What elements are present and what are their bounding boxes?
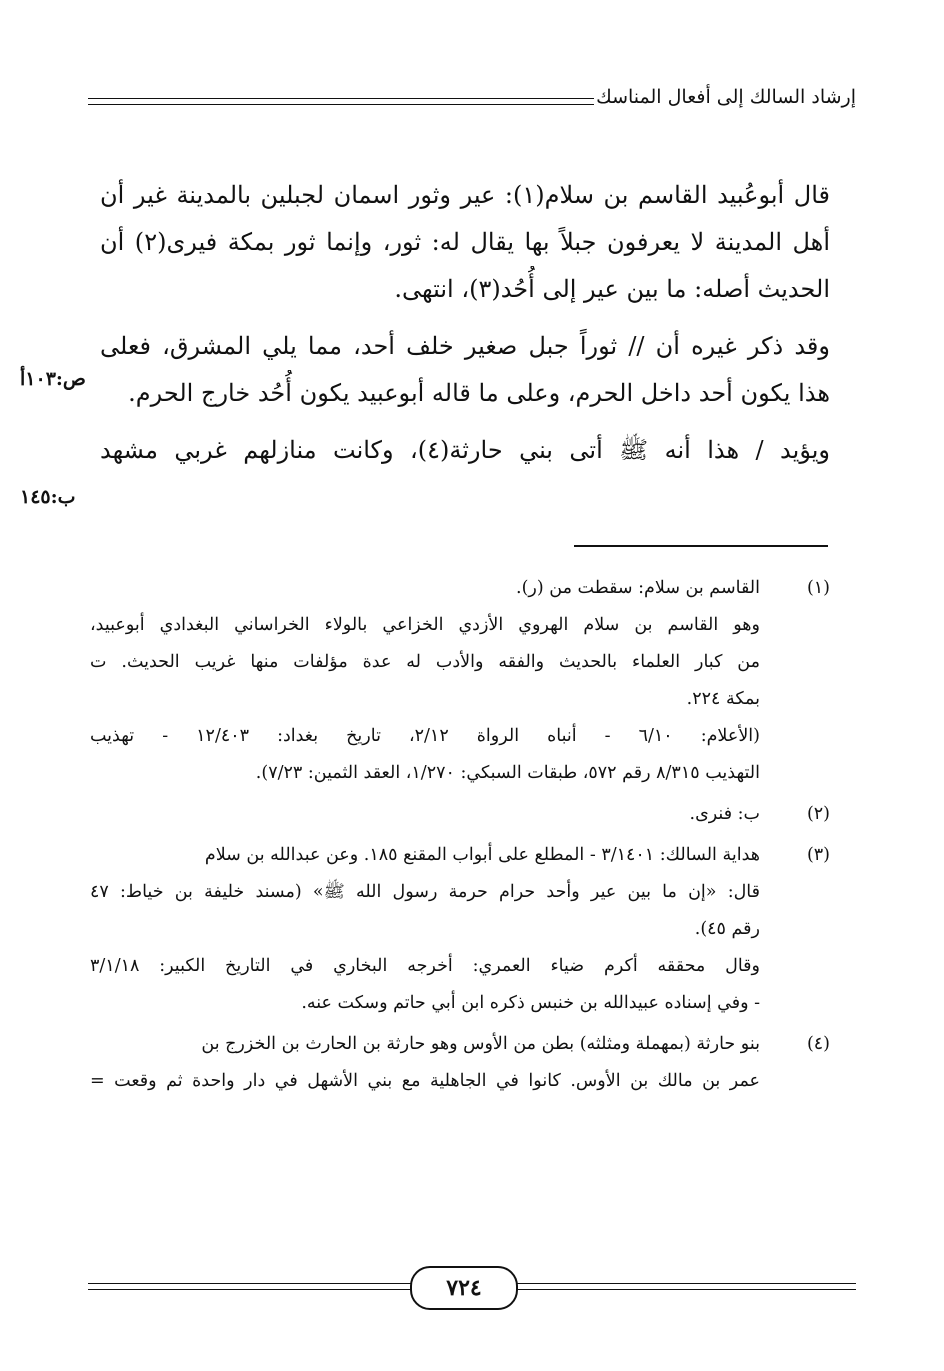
marginal-manuscript-ref: ص:١٠٣أ: [20, 368, 86, 390]
main-text: [100, 172, 830, 484]
footnote-text: وقال محققه أكرم ضياء العمري: أخرجه البخاري في التاريخ الكبير: ٣/١/١٨: [90, 956, 760, 976]
footnote-text: وهو القاسم بن سلام الهروي الأزدي الخزاعي بالولاء الخراساني البغدادي أبوعبيد،: [90, 615, 760, 635]
footnote-text: قال: «إن ما بين عير وأحد حرام حرمة رسول الله ﷺ» (مسند خليفة بن خياط: ٤٧: [90, 882, 760, 902]
paragraph: [100, 172, 830, 313]
footnote-text: (الأعلام: ٦/١٠ - أنباه الرواة ٢/١٢، تاريخ بغداد: ١٢/٤٠٣ - تهذيب: [90, 726, 760, 746]
footnote: [90, 1026, 830, 1100]
footnote-number: (٢): [806, 804, 830, 824]
footnote-text: من كبار العلماء بالحديث والفقه والأدب له عدة مؤلفات منها غريب الحديث. ت: [90, 652, 760, 672]
running-header: [88, 86, 856, 116]
footnote-separator: [574, 545, 828, 547]
header-rule: [88, 104, 594, 105]
footnote-number: (٣): [806, 845, 830, 865]
footnote-text: رقم ٤٥).: [694, 919, 760, 939]
header-rule: [88, 98, 594, 99]
footnote-text: التهذيب ٨/٣١٥ رقم ٥٧٢، طبقات السبكي: ١/٢٧٠، العقد الثمين: ٧/٢٣).: [255, 763, 760, 783]
footnote: [90, 837, 830, 1022]
text-line: قال أبوعُبيد القاسم بن سلام(١): عير وثور اسمان لجبلين بالمدينة غير أن: [100, 181, 830, 209]
text-line: هذا يكون أحد داخل الحرم، وعلى ما قاله أبوعبيد يكون أُحُد خارج الحرم.: [128, 379, 830, 407]
footnote-text: عمر بن مالك بن الأوس. كانوا في الجاهلية مع بني الأشهل في دار واحدة ثم وقعت =: [90, 1071, 760, 1091]
paragraph: [100, 427, 830, 474]
footnote: [90, 570, 830, 792]
text-line: وقد ذكر غيره أن // ثوراً جبل صغير خلف أحد، مما يلي المشرق، فعلى: [100, 332, 830, 360]
footnote: [90, 796, 830, 833]
footnote-number: (١): [806, 578, 830, 598]
page-footer: [88, 1266, 856, 1310]
text-line: الحديث أصله: ما بين عير إلى أُحُد(٣)، انتهى.: [394, 275, 830, 303]
footnote-text: القاسم بن سلام: سقطت من (ر).: [516, 578, 760, 598]
paragraph: [100, 323, 830, 417]
text-line: أهل المدينة لا يعرفون جبلاً بها يقال له: ثور، وإنما ثور بمكة فيرى(٢) أن: [100, 228, 830, 256]
footnote-text: بنو حارثة (بمهملة ومثلثه) بطن من الأوس وهو حارثة بن الحارث بن الخزرج بن: [201, 1034, 760, 1054]
footnotes: [90, 570, 830, 1104]
page-number: ٧٢٤: [410, 1266, 518, 1310]
footnote-text: - وفي إسناده عبيدالله بن خنبس ذكره ابن أبي حاتم وسكت عنه.: [301, 993, 760, 1013]
footnote-text: بمكة ٢٢٤.: [686, 689, 760, 709]
footnote-text: هداية السالك: ٣/١٤٠١ - المطلع على أبواب المقنع ١٨٥. وعن عبدالله بن سلام: [204, 845, 760, 865]
marginal-manuscript-ref: ب:١٤٥: [20, 486, 76, 508]
text-line: ويؤيد / هذا أنه ﷺ أتى بني حارثة(٤)، وكانت منازلهم غربي مشهد: [100, 436, 830, 464]
book-title: إرشاد السالك إلى أفعال المناسك: [596, 86, 856, 108]
footnote-text: ب: فنرى.: [689, 804, 760, 824]
footnote-number: (٤): [806, 1034, 830, 1054]
